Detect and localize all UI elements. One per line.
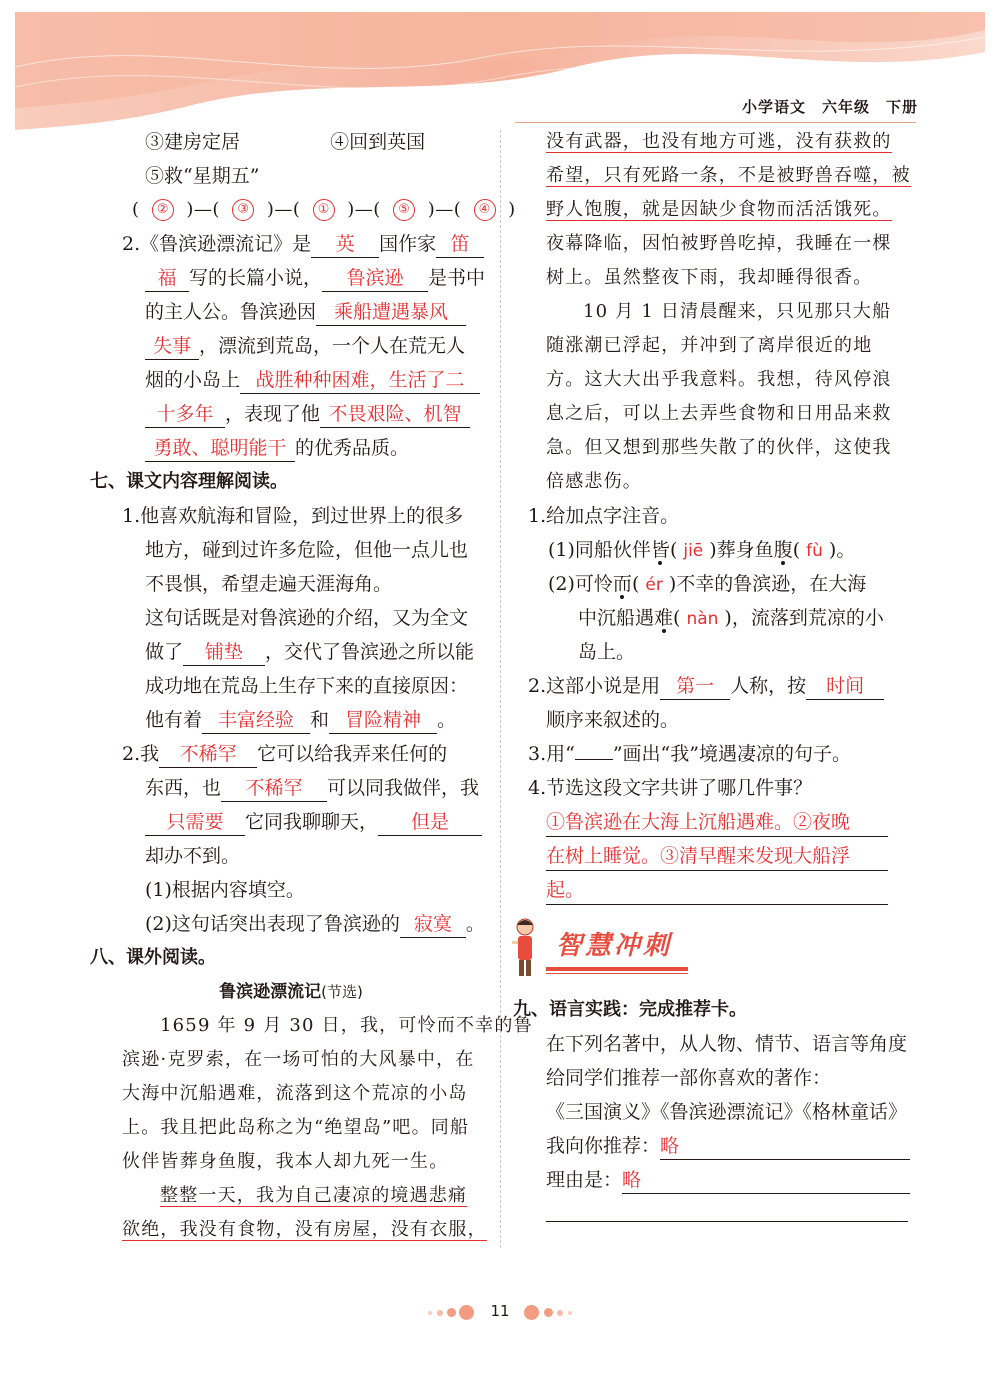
answer-blank: 不稀罕 — [221, 775, 327, 802]
story-line: 夜幕降临，因怕被野兽吃掉，我睡在一棵 — [546, 233, 892, 254]
student-figure-icon — [510, 915, 540, 981]
story-line: 倍感悲伤。 — [546, 471, 642, 492]
q7-1-line-2: 地方，碰到过许多危险，但他一点儿也 — [145, 539, 469, 561]
story-line: 1659 年 9 月 30 日，我，可怜而不幸的鲁 — [160, 1015, 533, 1036]
story-line: 方。这大大出乎我意料。我想，待风停浪 — [546, 369, 892, 390]
left-column — [90, 125, 533, 1247]
q4-answer-line: 起。 — [518, 873, 918, 907]
page-number: 11 — [490, 1302, 510, 1320]
wisdom-sprint-badge — [518, 915, 918, 987]
q1-sub-2-end: 岛上。 — [578, 641, 636, 663]
answer-blank: 略 — [622, 1167, 910, 1194]
q7-2-line-2: 东西，也 不稀罕 可以同我做伴，我 — [90, 771, 492, 805]
q7-2-line-1: 2.我 不稀罕 它可以给我弄来任何的 — [90, 737, 492, 771]
q6-2-line-3: 的主人公。鲁滨逊因 乘船遭遇暴风 — [90, 295, 492, 329]
q1-title: 1.给加点字注音。 — [528, 505, 680, 527]
q7-1-line-3: 不畏惧，希望走遍天涯海角。 — [145, 573, 393, 595]
q6-1-sequence: ( ② )—( ③ )—( ① )—( ⑤ )—( ④ ) — [132, 199, 516, 220]
answer-blank: 丰富经验 — [202, 707, 310, 734]
q9-reason-extra-line — [518, 1197, 918, 1231]
story-line: 伙伴皆葬身鱼腹，我本人却九死一生。 — [122, 1151, 449, 1172]
q7-1-line-6: 成功地在荒岛上生存下来的直接原因： — [145, 675, 469, 697]
pinyin-answer: fù — [806, 541, 823, 561]
q1-sub-2-cont: 中沉船遇难( nàn )，流落到荒凉的小 — [518, 601, 918, 635]
q7-1-line-4: 这句话既是对鲁滨逊的介绍，又为全文 — [145, 607, 469, 629]
q7-2-sub-2: (2)这句话突出表现了鲁滨逊的 寂寞 。 — [90, 907, 492, 941]
answer-blank: 铺垫 — [183, 639, 265, 666]
q4-answer-line: 在树上睡觉。③清早醒来发现大船浮 — [518, 839, 918, 873]
story-line: 急。但又想到那些失散了的伙伴，这使我 — [546, 437, 892, 458]
story-line-underlined: 没有武器，也没有地方可逃，没有获救的 — [546, 131, 892, 152]
right-column — [513, 125, 918, 1231]
q9-recommend: 我向你推荐：略 — [518, 1129, 918, 1163]
q6-2-line-5: 烟的小岛上 战胜种种困难，生活了二 — [90, 363, 492, 397]
section-9-heading: 九、语言实践：完成推荐卡。 — [513, 999, 747, 1020]
section-8-heading: 八、课外阅读。 — [90, 947, 216, 968]
q6-2-line-6: 十多年 ，表现了他 不畏艰险、机智 — [90, 397, 492, 431]
q9-reason: 理由是：略 — [518, 1163, 918, 1197]
story-line: 上。我且把此岛称之为“绝望岛”吧。同船 — [122, 1117, 470, 1138]
q9-book-list: 《三国演义》《鲁滨逊漂流记》《格林童话》 — [546, 1101, 908, 1123]
q7-2-sub-1: (1)根据内容填空。 — [145, 879, 305, 901]
q6-2-line-1: 2.《鲁滨逊漂流记》是 英 国作家 笛 — [90, 227, 492, 261]
q2-line-2: 顺序来叙述的。 — [546, 709, 680, 731]
section-7-heading: 七、课文内容理解阅读。 — [90, 471, 288, 492]
story-line-underlined: 整整一天，我为自己凄凉的境遇悲痛 — [160, 1185, 468, 1206]
answer-blank: 乘船遭遇暴风 — [316, 299, 466, 326]
answer-blank: 笛 — [436, 231, 484, 258]
answer-blank: 但是 — [378, 809, 482, 836]
story-line: 10 月 1 日清晨醒来，只见那只大船 — [583, 301, 892, 322]
answer-blank: 略 — [660, 1133, 910, 1160]
answer-blank: 英 — [311, 231, 379, 258]
answer-blank: 勇敢、聪明能干 — [145, 435, 295, 462]
answer-blank: 福 — [145, 265, 189, 292]
q6-2-line-4: 失事 ，漂流到荒岛，一个人在荒无人 — [90, 329, 492, 363]
q6-1-options-row — [90, 125, 492, 159]
q4-answer-line: ①鲁滨逊在大海上沉船遇难。②夜晚 — [518, 805, 918, 839]
q1-sub-2: (2)可怜而( ér )不幸的鲁滨逊，在大海 — [518, 567, 918, 601]
option-4: ④回到英国 — [330, 131, 426, 153]
story-line-underlined: 欲绝，我没有食物，没有房屋，没有衣服， — [122, 1219, 487, 1240]
story-line: 滨逊·克罗索，在一场可怕的大风暴中，在 — [122, 1049, 475, 1070]
q1-sub-1: (1)同船伙伴皆( jiē )葬身鱼腹( fù )。 — [518, 533, 918, 567]
q7-1-line-5: 做了 铺垫 ，交代了鲁滨逊之所以能 — [90, 635, 492, 669]
answer-blank: 十多年 — [145, 401, 225, 428]
answer-blank: 鲁滨逊 — [322, 265, 428, 292]
answer-blank: 时间 — [806, 673, 884, 700]
q7-2-line-3: 只需要 它同我聊聊天， 但是 — [90, 805, 492, 839]
story-line: 树上。虽然整夜下雨，我却睡得很香。 — [546, 267, 873, 288]
story-line: 息之后，可以上去弄些食物和日用品来救 — [546, 403, 892, 424]
seq-answer-4: ⑤ — [393, 199, 415, 221]
option-3: ③建房定居 — [145, 131, 241, 153]
story-line: 大海中沉船遇难，流落到这个荒凉的小岛 — [122, 1083, 468, 1104]
badge-title: 智慧冲刺 — [556, 931, 673, 961]
q7-1-line-7: 他有着 丰富经验 和 冒险精神 。 — [90, 703, 492, 737]
seq-answer-1: ② — [152, 199, 174, 221]
answer-blank: 第一 — [660, 673, 730, 700]
q4-title: 4.节选这段文字共讲了哪几件事？ — [528, 777, 813, 799]
q7-2-line-4: 却办不到。 — [145, 845, 241, 867]
answer-blank: 不畏艰险、机智 — [320, 401, 470, 428]
column-divider — [500, 130, 501, 1248]
q9-line-1: 在下列名著中，从人物、情节、语言等角度 — [546, 1033, 908, 1055]
header-label: 小学语文 六年级 下册 — [741, 98, 918, 116]
seq-answer-3: ① — [313, 199, 335, 221]
q3-line: 3.用“ ”画出“我”境遇凄凉的句子。 — [518, 737, 918, 771]
story-line-underlined: 野人饱腹，就是因缺少食物而活活饿死。 — [546, 199, 892, 220]
answer-blank: 战胜种种困难，生活了二 — [240, 367, 480, 394]
q6-2-line-7: 勇敢、聪明能干 的优秀品质。 — [90, 431, 492, 465]
answer-blank: 不稀罕 — [159, 741, 257, 768]
story-subtitle: (节选) — [321, 983, 363, 1001]
story-line-underlined: 希望，只有死路一条，不是被野兽吞噬，被 — [546, 165, 911, 186]
story-line: 随涨潮已浮起，并冲到了离岸很近的地 — [546, 335, 873, 356]
q2-line-1: 2.这部小说是用 第一 人称，按 时间 — [518, 669, 918, 703]
story-title: 鲁滨逊漂流记(节选) — [219, 982, 363, 1002]
q7-1-line-1: 1.他喜欢航海和冒险，到过世界上的很多 — [122, 505, 464, 527]
pinyin-answer: nàn — [686, 609, 719, 629]
pinyin-answer: jiē — [683, 541, 704, 561]
q9-line-2: 给同学们推荐一部你喜欢的著作： — [546, 1067, 832, 1089]
answer-blank: 冒险精神 — [329, 707, 437, 734]
seq-answer-5: ④ — [474, 199, 496, 221]
q6-1-option-5: ⑤救“星期五” — [145, 165, 260, 187]
pinyin-answer: ér — [645, 575, 663, 595]
page-footer — [0, 1298, 1000, 1328]
answer-blank: 失事 — [145, 333, 199, 360]
answer-blank: 寂寞 — [400, 911, 466, 938]
answer-blank: 只需要 — [145, 809, 245, 836]
q6-2-line-2: 福 写的长篇小说， 鲁滨逊 是书中 — [90, 261, 492, 295]
header-rule — [515, 122, 916, 123]
seq-answer-2: ③ — [232, 199, 254, 221]
